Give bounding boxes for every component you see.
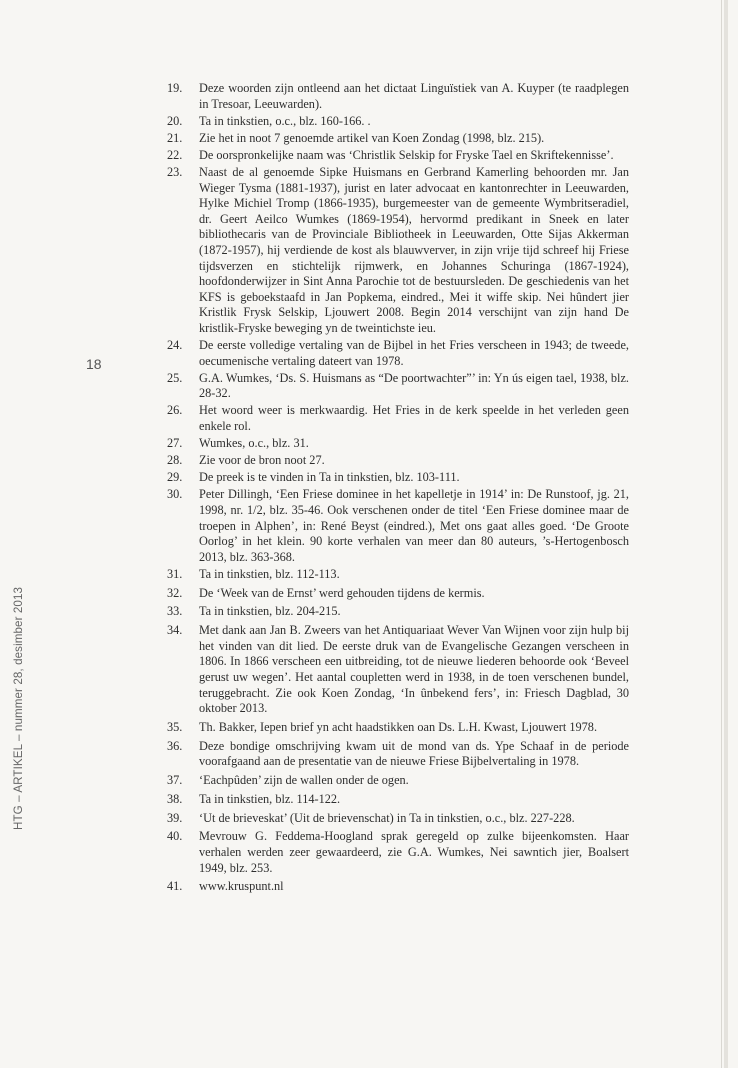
endnote-text: Naast de al genoemde Sipke Huismans en Gerbrand Kamerling behoorden mr. Jan Wieger Tysma (1881-1937), jurist en later advocaat en kantonrechter in Leeuwarden, Hylke Michiel Tromp (1866-1935), burgemeester van de gemeente Wymbritseradiel, dr. Geert Aeilco Wumkes (1869-1954), hervormd predikant in Sneek en later bibliothecaris van de Provinciale Bibliotheek in Leeuwarden, Otte Sijas Akkerman (1872-1957), hij verdiende de kost als blauwverver, in zijn vrije tijd schreef hij Friese tijdsverzen en stichtelijk rijmwerk, en Johannes Schuringa (1867-1924), hoofdonderwijzer in Sint Anna Parochie tot de bestuursleden. De geschiedenis van het KFS is geboekstaafd in Jan Popkema, eindred., Mei it wiffe skip. Nei hûndert jier Kristlik Frysk Selskip, Ljouwert 2008. Begin 2014 verschijnt van zijn hand De kristlik-Fryske beweging yn de tweintichste ieu. xyxy=(199,164,629,335)
endnote-number: 38. xyxy=(167,791,183,806)
endnote-text: Met dank aan Jan B. Zweers van het Antiquariaat Wever Van Wijnen voor zijn hulp bij het vinden van dit lied. De eerste druk van de Evangelische Gezangen verscheen in 1806. In 1866 verscheen een uitbreiding, tot de nieuwe liederen behoorde ook ‘Beveel gerust uw wegen’. Het aantal coupletten werd in 1938, in de toen verschenen bundel, teruggebracht. Zie ook Koen Zondag, ‘In ûnbekend fers’, in: Friesch Dagblad, 30 oktober 2013. xyxy=(199,623,629,716)
endnote-24 xyxy=(167,338,629,369)
endnote-20 xyxy=(167,114,629,130)
endnote-38 xyxy=(167,792,629,808)
endnote-30 xyxy=(167,487,629,565)
endnote-text: De eerste volledige vertaling van de Bijbel in het Fries verscheen in 1943; de tweede, oecumenische vertaling dateert van 1978. xyxy=(199,338,629,368)
endnote-number: 21. xyxy=(167,130,183,145)
endnote-number: 31. xyxy=(167,566,183,581)
endnote-text: ‘Ut de brieveskat’ (Uit de brievenschat) in Ta in tinkstien, o.c., blz. 227-228. xyxy=(199,810,575,825)
endnote-text: Deze woorden zijn ontleend aan het dictaat Linguïstiek van A. Kuyper (te raadplegen in Tresoar, Leeuwarden). xyxy=(199,81,629,111)
endnote-text: Mevrouw G. Feddema-Hoogland sprak geregeld op zulke bijeenkomsten. Haar verhalen werden zeer gewaardeerd, zie G.A. Wumkes, Nei sawntich jier, Boalsert 1949, blz. 253. xyxy=(199,829,629,875)
endnote-text: Ta in tinkstien, blz. 114-122. xyxy=(199,791,341,806)
endnote-number: 28. xyxy=(167,453,183,468)
page-number: 18 xyxy=(86,356,102,372)
endnote-25 xyxy=(167,371,629,402)
endnote-text: De ‘Week van de Ernst’ werd gehouden tijdens de kermis. xyxy=(199,585,485,600)
endnote-39 xyxy=(167,811,629,827)
endnote-number: 36. xyxy=(167,738,183,753)
running-head: HTG – ARTIKEL – nummer 28, desimber 2013 xyxy=(12,586,25,830)
endnote-text: Wumkes, o.c., blz. 31. xyxy=(199,436,309,451)
endnote-text: Zie voor de bron noot 27. xyxy=(199,453,325,468)
endnote-28 xyxy=(167,453,629,469)
endnote-32 xyxy=(167,586,629,602)
endnote-number: 19. xyxy=(167,81,183,95)
page-edge xyxy=(724,0,728,1068)
endnote-text: Deze bondige omschrijving kwam uit de mond van ds. Ype Schaaf in de periode voorafgaand aan de presentatie van de nieuwe Friese Bijbelvertaling in 1978. xyxy=(199,738,629,769)
page-edge-line xyxy=(721,0,722,1068)
endnote-number: 25. xyxy=(167,370,183,385)
endnote-text: Peter Dillingh, ‘Een Friese dominee in het kapelletje in 1914’ in: De Runstoof, jg. 21, 1998, nr. 1/2, blz. 35-46. Ook verschenen onder de titel ‘Een Friese dominee maar de troepen in Alphen’, in: René Beyst (eindred.), Met ons gaat alles goed. ‘De Groote Oorlog’ in het klein. 90 korte verhalen van meer dan 80 auteurs, ’s-Hertogenbosch 2013, blz. 363-368. xyxy=(199,487,629,564)
endnote-text: ‘Eachpûden’ zijn de wallen onder de ogen. xyxy=(199,773,409,788)
endnote-number: 30. xyxy=(167,487,183,502)
endnote-number: 41. xyxy=(167,879,183,894)
endnote-37 xyxy=(167,773,629,789)
endnote-number: 24. xyxy=(167,338,183,352)
endnote-text: De preek is te vinden in Ta in tinkstien, blz. 103-111. xyxy=(199,470,460,485)
endnote-41 xyxy=(167,879,629,895)
endnote-34 xyxy=(167,623,629,717)
endnote-35 xyxy=(167,720,629,736)
endnote-21 xyxy=(167,131,629,147)
endnotes-list xyxy=(167,81,629,898)
endnote-number: 29. xyxy=(167,470,183,485)
endnote-number: 20. xyxy=(167,113,183,128)
endnote-31 xyxy=(167,567,629,583)
endnote-number: 33. xyxy=(167,604,183,619)
endnote-number: 34. xyxy=(167,623,183,638)
endnote-number: 35. xyxy=(167,719,183,734)
endnote-text: www.kruspunt.nl xyxy=(199,879,284,894)
endnote-22 xyxy=(167,148,629,164)
endnote-33 xyxy=(167,604,629,620)
endnote-40 xyxy=(167,829,629,876)
endnote-text: Het woord weer is merkwaardig. Het Fries in de kerk speelde in het verleden geen enkele rol. xyxy=(199,403,629,433)
endnote-number: 26. xyxy=(167,403,183,418)
endnote-text: Ta in tinkstien, o.c., blz. 160-166. . xyxy=(199,113,371,128)
endnote-36 xyxy=(167,739,629,770)
endnote-text: Ta in tinkstien, blz. 204-215. xyxy=(199,604,341,619)
endnote-26 xyxy=(167,403,629,434)
endnote-number: 37. xyxy=(167,773,183,788)
endnote-text: Zie het in noot 7 genoemde artikel van Koen Zondag (1998, blz. 215). xyxy=(199,130,545,145)
endnote-text: Ta in tinkstien, blz. 112-113. xyxy=(199,566,340,581)
endnote-text: De oorspronkelijke naam was ‘Christlik Selskip for Fryske Tael en Skriftekennisse’. xyxy=(199,147,614,162)
endnote-text: G.A. Wumkes, ‘Ds. S. Huismans as “De poortwachter”’ in: Yn ús eigen tael, 1938, blz. 28-32. xyxy=(199,370,629,401)
endnote-number: 40. xyxy=(167,829,183,844)
endnote-number: 39. xyxy=(167,810,183,825)
endnote-27 xyxy=(167,436,629,452)
endnote-text: Th. Bakker, Iepen brief yn acht haadstikken oan Ds. L.H. Kwast, Ljouwert 1978. xyxy=(199,719,598,734)
endnote-23 xyxy=(167,165,629,337)
endnote-29 xyxy=(167,470,629,486)
endnote-19 xyxy=(167,81,629,112)
endnote-number: 23. xyxy=(167,164,183,179)
endnote-number: 32. xyxy=(167,585,183,600)
endnote-number: 27. xyxy=(167,436,183,451)
endnote-number: 22. xyxy=(167,147,183,162)
